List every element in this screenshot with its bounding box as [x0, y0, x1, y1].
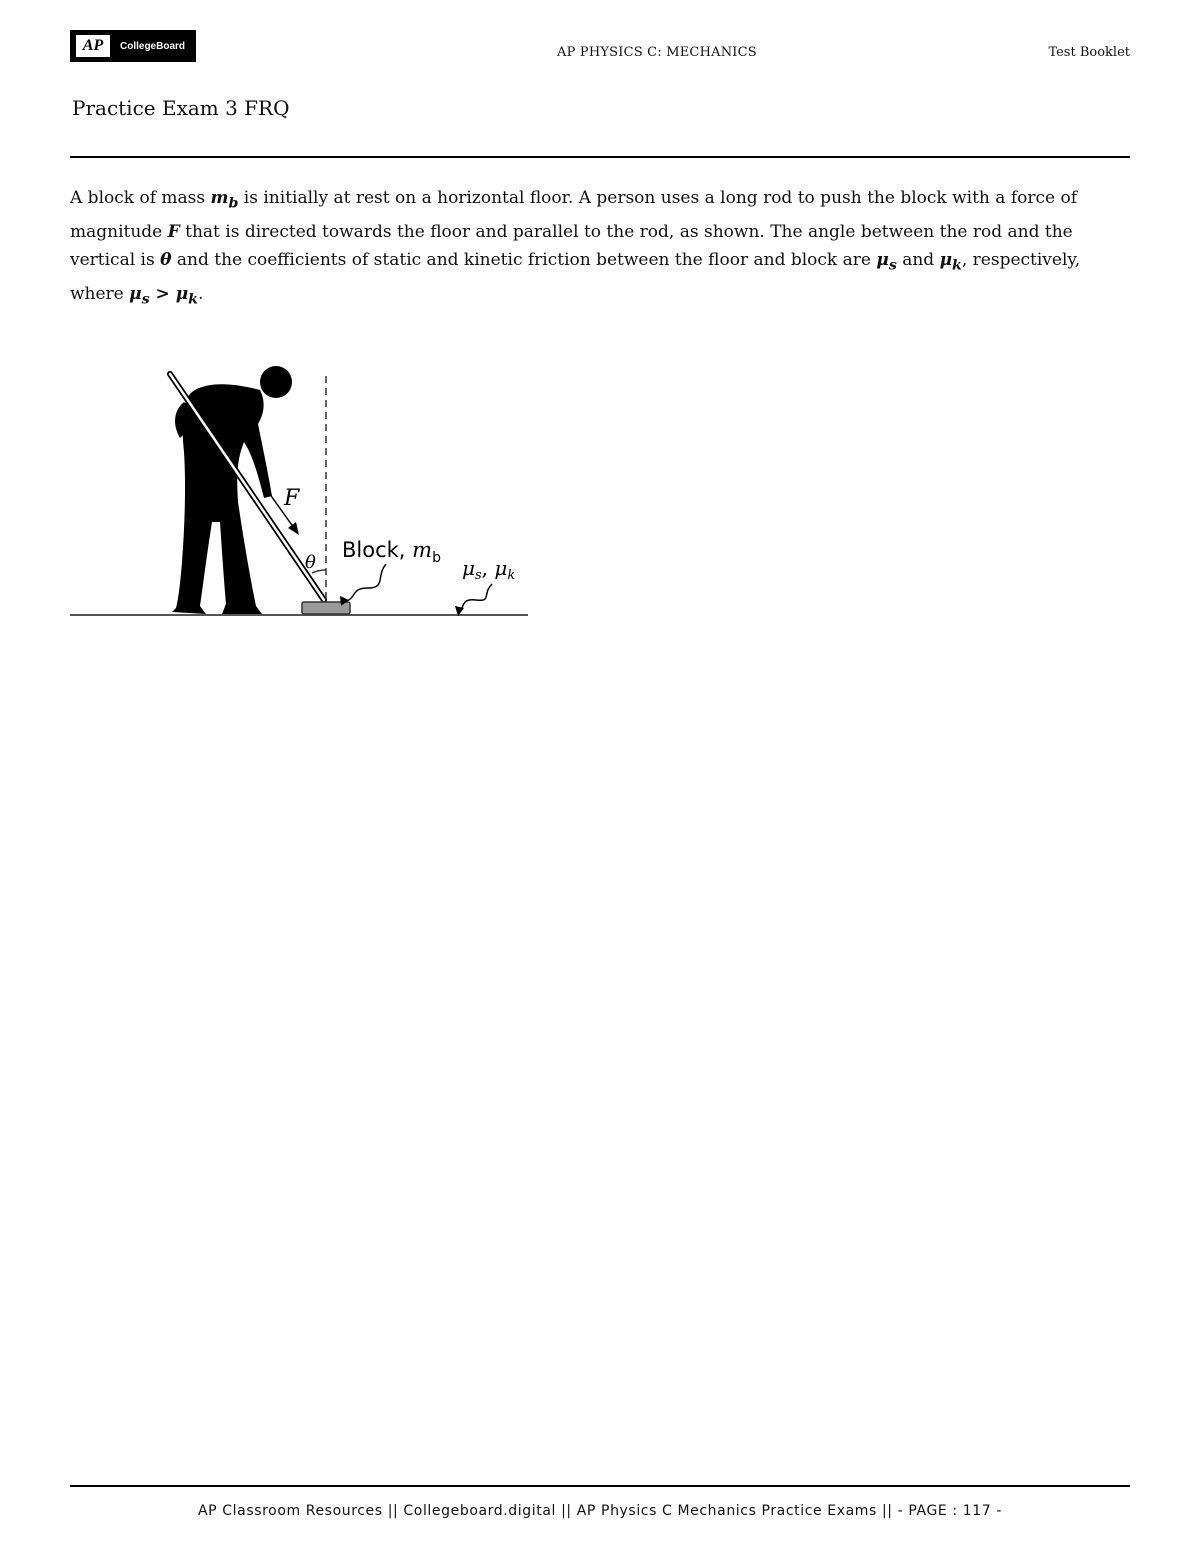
footer-divider [70, 1485, 1130, 1487]
symbol-mu-k: $\mu_k$ [939, 250, 962, 274]
person-pushing-block-figure [68, 362, 532, 622]
page-header [70, 30, 1130, 64]
logo-collegeboard-text: CollegeBoard [120, 40, 186, 52]
logo-ap-mark: AP [76, 35, 110, 57]
friction-pointer [460, 584, 492, 612]
page-footer: AP Classroom Resources || Collegeboard.digital || AP Physics C Mechanics Practice Exams || - PAGE : 117 - [198, 1503, 1002, 1519]
block-pointer [344, 564, 386, 602]
symbol-theta: θ [160, 250, 172, 271]
symbol-mb: $m_b$ [210, 188, 239, 212]
booklet-label: Test Booklet [1048, 45, 1130, 60]
course-name: AP PHYSICS C: MECHANICS [557, 45, 757, 60]
header-divider [70, 156, 1130, 158]
force-arrowhead [288, 522, 299, 535]
angle-label: θ [305, 552, 316, 573]
ap-collegeboard-logo [70, 30, 196, 62]
block-label: Block, $m_b$ [342, 538, 441, 566]
question-text: A block of mass $m_b$ is initially at rest on a horizontal floor. A person uses a long rod to push the block with a force of magnitude F that is directed towards the floor and parallel to the rod, as shown. The angle between the rod and the vertical is θ and the coefficients of static and kinetic friction between the floor and block are $\mu_s$ and $\mu_k$, respectively, where $\mu_s > \mu_k$. [70, 188, 1081, 308]
inequality: $\mu_s > \mu_k$ [129, 284, 198, 308]
page-title: Practice Exam 3 FRQ [72, 96, 290, 120]
symbol-force: F [167, 221, 180, 242]
friction-coefficients-label: $\mu_s$, $\mu_k$ [462, 556, 516, 583]
symbol-mu-s: $\mu_s$ [876, 250, 897, 274]
force-label: F [284, 486, 300, 511]
